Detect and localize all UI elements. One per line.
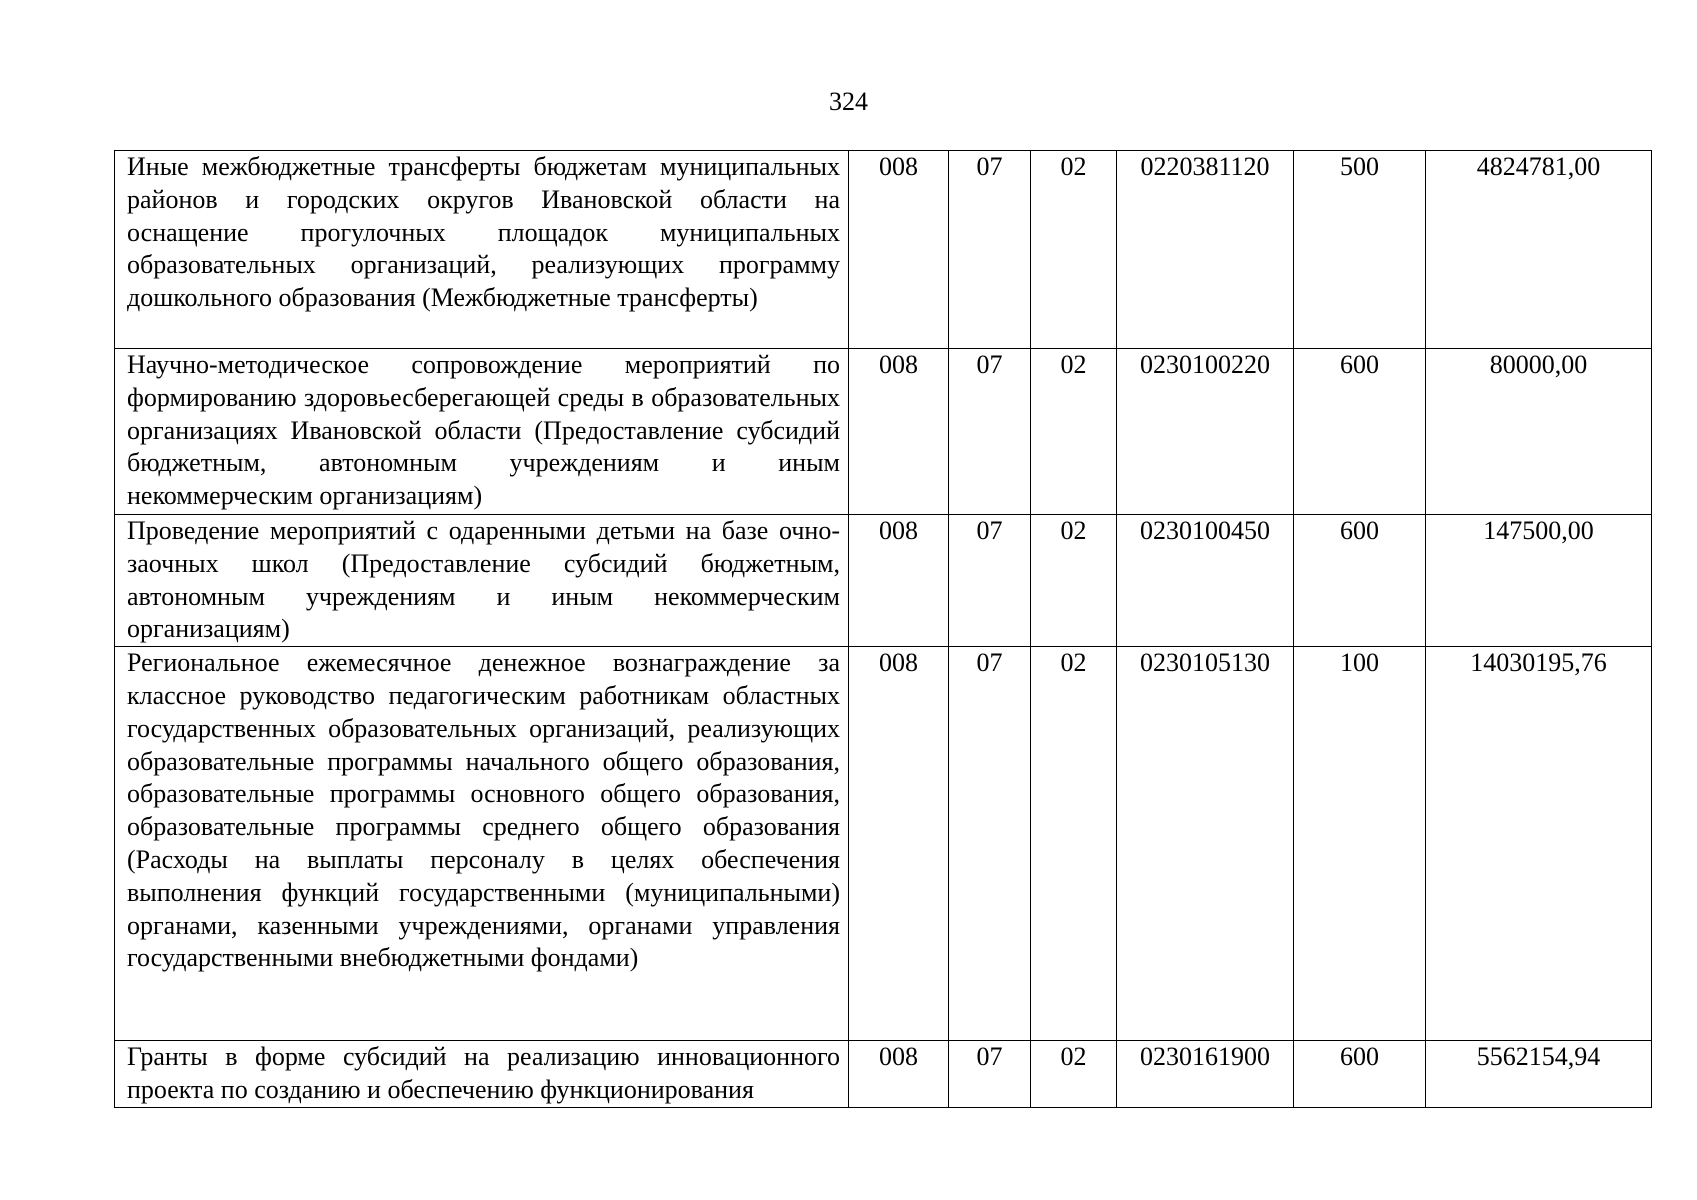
row-section-code: 07 — [949, 515, 1031, 647]
row-subsection-code: 02 — [1031, 151, 1117, 349]
row-grbs-code: 008 — [849, 1041, 949, 1108]
budget-table — [114, 150, 1652, 1108]
row-section-code: 07 — [949, 151, 1031, 349]
table-row — [115, 515, 1652, 647]
row-expense-type-code: 600 — [1294, 1041, 1426, 1108]
row-sum: 147500,00 — [1426, 515, 1652, 647]
row-expense-type-code: 600 — [1294, 349, 1426, 515]
row-target-article-code: 0230100220 — [1117, 349, 1294, 515]
row-grbs-code: 008 — [849, 515, 949, 647]
table-row — [115, 647, 1652, 1041]
row-subsection-code: 02 — [1031, 515, 1117, 647]
row-target-article-code: 0230105130 — [1117, 647, 1294, 1041]
row-sum: 5562154,94 — [1426, 1041, 1652, 1108]
row-sum: 4824781,00 — [1426, 151, 1652, 349]
row-expense-type-code: 600 — [1294, 515, 1426, 647]
row-expense-type-code: 100 — [1294, 647, 1426, 1041]
row-expense-type-code: 500 — [1294, 151, 1426, 349]
row-sum: 80000,00 — [1426, 349, 1652, 515]
row-description: Научно-методическое сопровождение мероприятий по формированию здоровьесберегающей среды в образовательных организациях Ивановской области (Предоставление субсидий бюджетным, автономным учреждениям и иным некоммерческим организациям) — [115, 349, 849, 515]
row-grbs-code: 008 — [849, 151, 949, 349]
table-row — [115, 349, 1652, 515]
row-grbs-code: 008 — [849, 349, 949, 515]
row-subsection-code: 02 — [1031, 1041, 1117, 1108]
row-description: Проведение мероприятий с одаренными детьми на базе очно-заочных школ (Предоставление субсидий бюджетным, автономным учреждениям и иным некоммерческим организациям) — [115, 515, 849, 647]
row-target-article-code: 0220381120 — [1117, 151, 1294, 349]
row-grbs-code: 008 — [849, 647, 949, 1041]
row-description: Иные межбюджетные трансферты бюджетам муниципальных районов и городских округов Ивановской области на оснащение прогулочных площадок муниципальных образовательных организаций, реализующих программу дошкольного образования (Межбюджетные трансферты) — [115, 151, 849, 349]
row-target-article-code: 0230100450 — [1117, 515, 1294, 647]
row-subsection-code: 02 — [1031, 647, 1117, 1041]
page-number: 324 — [829, 87, 868, 116]
row-section-code: 07 — [949, 647, 1031, 1041]
row-sum: 14030195,76 — [1426, 647, 1652, 1041]
table-row — [115, 1041, 1652, 1108]
row-section-code: 07 — [949, 1041, 1031, 1108]
row-subsection-code: 02 — [1031, 349, 1117, 515]
row-target-article-code: 0230161900 — [1117, 1041, 1294, 1108]
table-row — [115, 151, 1652, 349]
row-section-code: 07 — [949, 349, 1031, 515]
row-description: Гранты в форме субсидий на реализацию инновационного проекта по созданию и обеспечению функционирования — [115, 1041, 849, 1108]
row-description: Региональное ежемесячное денежное вознаграждение за классное руководство педагогическим работникам областных государственных образовательных организаций, реализующих образовательные программы начального общего образования, образовательные программы основного общего образования, образовательные программы среднего общего образования (Расходы на выплаты персоналу в целях обеспечения выполнения функций государственными (муниципальными) органами, казенными учреждениями, органами управления государственными внебюджетными фондами) — [115, 647, 849, 1041]
